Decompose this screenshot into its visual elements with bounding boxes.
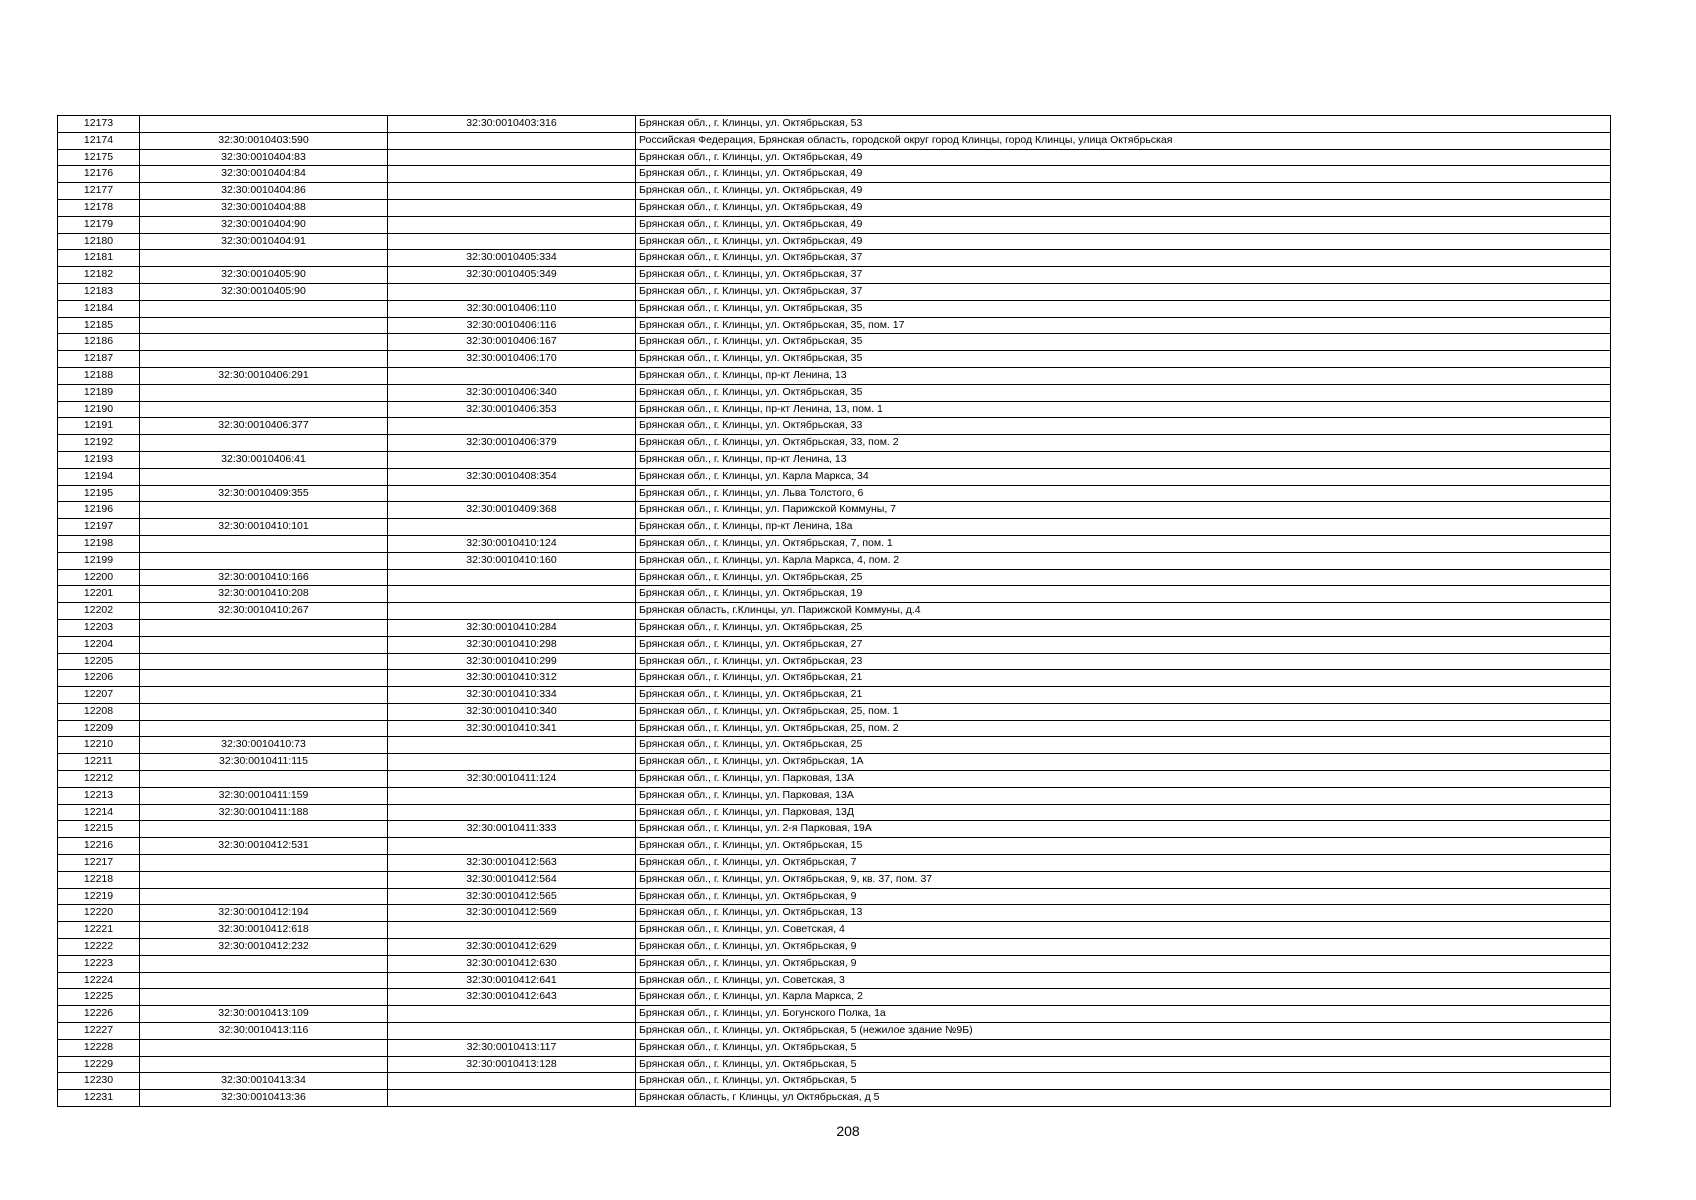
- cadastral-number-cell: [140, 334, 388, 351]
- table-row: [58, 451, 1611, 468]
- cadastral-number-cell: [140, 1039, 388, 1056]
- cadastral-number-cell: 32:30:0010413:36: [140, 1090, 388, 1107]
- table-row: [58, 787, 1611, 804]
- related-cadastral-number-cell: 32:30:0010411:333: [388, 821, 636, 838]
- related-cadastral-number-cell: [388, 166, 636, 183]
- table-row: [58, 737, 1611, 754]
- row-number-cell: 12175: [58, 149, 140, 166]
- table-row: [58, 905, 1611, 922]
- address-cell: Брянская область, г.Клинцы, ул. Парижской Коммуны, д.4: [636, 603, 1611, 620]
- row-number-cell: 12217: [58, 855, 140, 872]
- cadastral-number-cell: 32:30:0010404:88: [140, 199, 388, 216]
- address-cell: Брянская обл., г. Клинцы, ул. Октябрьская, 21: [636, 687, 1611, 704]
- table-row: [58, 552, 1611, 569]
- cadastral-number-cell: [140, 468, 388, 485]
- table-row: [58, 183, 1611, 200]
- table-row: [58, 603, 1611, 620]
- related-cadastral-number-cell: [388, 787, 636, 804]
- row-number-cell: 12194: [58, 468, 140, 485]
- address-cell: Брянская обл., г. Клинцы, ул. Октябрьская, 25: [636, 619, 1611, 636]
- related-cadastral-number-cell: 32:30:0010406:167: [388, 334, 636, 351]
- address-cell: Брянская обл., г. Клинцы, ул. Октябрьская, 5: [636, 1056, 1611, 1073]
- address-cell: Брянская обл., г. Клинцы, ул. Октябрьская, 49: [636, 216, 1611, 233]
- cadastral-number-cell: 32:30:0010411:188: [140, 804, 388, 821]
- table-row: [58, 619, 1611, 636]
- table-row: [58, 351, 1611, 368]
- address-cell: Брянская обл., г. Клинцы, ул. Октябрьская, 9, кв. 37, пом. 37: [636, 871, 1611, 888]
- related-cadastral-number-cell: 32:30:0010410:298: [388, 636, 636, 653]
- registry-table: [57, 115, 1611, 1107]
- row-number-cell: 12190: [58, 401, 140, 418]
- cadastral-number-cell: 32:30:0010412:194: [140, 905, 388, 922]
- row-number-cell: 12185: [58, 317, 140, 334]
- related-cadastral-number-cell: [388, 754, 636, 771]
- address-cell: Брянская обл., г. Клинцы, ул. Октябрьская, 49: [636, 149, 1611, 166]
- related-cadastral-number-cell: 32:30:0010413:128: [388, 1056, 636, 1073]
- row-number-cell: 12179: [58, 216, 140, 233]
- address-cell: Брянская обл., г. Клинцы, ул. Октябрьская, 25, пом. 1: [636, 703, 1611, 720]
- address-cell: Брянская обл., г. Клинцы, ул. Парковая, 13А: [636, 787, 1611, 804]
- table-row: [58, 586, 1611, 603]
- table-row: [58, 871, 1611, 888]
- address-cell: Брянская обл., г. Клинцы, ул. Октябрьская, 35, пом. 17: [636, 317, 1611, 334]
- row-number-cell: 12188: [58, 367, 140, 384]
- table-row: [58, 1023, 1611, 1040]
- table-row: [58, 418, 1611, 435]
- row-number-cell: 12204: [58, 636, 140, 653]
- cadastral-number-cell: [140, 972, 388, 989]
- table-row: [58, 955, 1611, 972]
- cadastral-number-cell: [140, 502, 388, 519]
- row-number-cell: 12215: [58, 821, 140, 838]
- address-cell: Брянская обл., г. Клинцы, ул. Октябрьская, 9: [636, 955, 1611, 972]
- address-cell: Брянская обл., г. Клинцы, пр-кт Ленина, 13: [636, 451, 1611, 468]
- related-cadastral-number-cell: 32:30:0010412:629: [388, 939, 636, 956]
- table-row: [58, 838, 1611, 855]
- cadastral-number-cell: 32:30:0010410:208: [140, 586, 388, 603]
- registry-sheet: [57, 115, 1610, 1107]
- row-number-cell: 12180: [58, 233, 140, 250]
- cadastral-number-cell: 32:30:0010413:116: [140, 1023, 388, 1040]
- address-cell: Российская Федерация, Брянская область, городской округ город Клинцы, город Клинцы, улица Октябрьская: [636, 132, 1611, 149]
- related-cadastral-number-cell: 32:30:0010405:349: [388, 267, 636, 284]
- cadastral-number-cell: 32:30:0010412:232: [140, 939, 388, 956]
- cadastral-number-cell: [140, 703, 388, 720]
- row-number-cell: 12196: [58, 502, 140, 519]
- address-cell: Брянская обл., г. Клинцы, ул. Октябрьская, 19: [636, 586, 1611, 603]
- cadastral-number-cell: 32:30:0010404:86: [140, 183, 388, 200]
- related-cadastral-number-cell: 32:30:0010406:116: [388, 317, 636, 334]
- address-cell: Брянская обл., г. Клинцы, ул. Октябрьская, 35: [636, 351, 1611, 368]
- row-number-cell: 12214: [58, 804, 140, 821]
- table-row: [58, 1056, 1611, 1073]
- related-cadastral-number-cell: 32:30:0010410:312: [388, 670, 636, 687]
- address-cell: Брянская область, г Клинцы, ул Октябрьская, д 5: [636, 1090, 1611, 1107]
- cadastral-number-cell: 32:30:0010406:377: [140, 418, 388, 435]
- related-cadastral-number-cell: [388, 149, 636, 166]
- address-cell: Брянская обл., г. Клинцы, ул. Карла Маркса, 34: [636, 468, 1611, 485]
- table-row: [58, 720, 1611, 737]
- table-row: [58, 569, 1611, 586]
- address-cell: Брянская обл., г. Клинцы, ул. Октябрьская, 49: [636, 183, 1611, 200]
- cadastral-number-cell: [140, 351, 388, 368]
- related-cadastral-number-cell: [388, 132, 636, 149]
- table-row: [58, 317, 1611, 334]
- table-row: [58, 334, 1611, 351]
- row-number-cell: 12181: [58, 250, 140, 267]
- row-number-cell: 12191: [58, 418, 140, 435]
- row-number-cell: 12210: [58, 737, 140, 754]
- cadastral-number-cell: 32:30:0010404:90: [140, 216, 388, 233]
- related-cadastral-number-cell: 32:30:0010408:354: [388, 468, 636, 485]
- table-row: [58, 166, 1611, 183]
- row-number-cell: 12205: [58, 653, 140, 670]
- row-number-cell: 12174: [58, 132, 140, 149]
- row-number-cell: 12208: [58, 703, 140, 720]
- related-cadastral-number-cell: 32:30:0010406:170: [388, 351, 636, 368]
- address-cell: Брянская обл., г. Клинцы, ул. Октябрьская, 23: [636, 653, 1611, 670]
- cadastral-number-cell: 32:30:0010405:90: [140, 283, 388, 300]
- row-number-cell: 12201: [58, 586, 140, 603]
- cadastral-number-cell: [140, 250, 388, 267]
- related-cadastral-number-cell: [388, 1023, 636, 1040]
- table-row: [58, 1006, 1611, 1023]
- row-number-cell: 12212: [58, 771, 140, 788]
- address-cell: Брянская обл., г. Клинцы, ул. Карла Маркса, 2: [636, 989, 1611, 1006]
- cadastral-number-cell: [140, 955, 388, 972]
- row-number-cell: 12231: [58, 1090, 140, 1107]
- row-number-cell: 12183: [58, 283, 140, 300]
- row-number-cell: 12211: [58, 754, 140, 771]
- row-number-cell: 12176: [58, 166, 140, 183]
- cadastral-number-cell: [140, 771, 388, 788]
- cadastral-number-cell: [140, 855, 388, 872]
- related-cadastral-number-cell: 32:30:0010412:630: [388, 955, 636, 972]
- related-cadastral-number-cell: 32:30:0010410:124: [388, 535, 636, 552]
- cadastral-number-cell: 32:30:0010412:618: [140, 922, 388, 939]
- related-cadastral-number-cell: 32:30:0010410:340: [388, 703, 636, 720]
- related-cadastral-number-cell: [388, 485, 636, 502]
- row-number-cell: 12229: [58, 1056, 140, 1073]
- row-number-cell: 12209: [58, 720, 140, 737]
- related-cadastral-number-cell: [388, 586, 636, 603]
- table-row: [58, 502, 1611, 519]
- row-number-cell: 12186: [58, 334, 140, 351]
- table-row: [58, 1073, 1611, 1090]
- cadastral-number-cell: 32:30:0010410:267: [140, 603, 388, 620]
- related-cadastral-number-cell: 32:30:0010410:341: [388, 720, 636, 737]
- related-cadastral-number-cell: [388, 367, 636, 384]
- cadastral-number-cell: [140, 435, 388, 452]
- row-number-cell: 12189: [58, 384, 140, 401]
- address-cell: Брянская обл., г. Клинцы, ул. Октябрьская, 5: [636, 1039, 1611, 1056]
- row-number-cell: 12198: [58, 535, 140, 552]
- row-number-cell: 12199: [58, 552, 140, 569]
- cadastral-number-cell: 32:30:0010409:355: [140, 485, 388, 502]
- address-cell: Брянская обл., г. Клинцы, ул. Октябрьская, 5 (нежилое здание №9Б): [636, 1023, 1611, 1040]
- table-row: [58, 821, 1611, 838]
- table-row: [58, 855, 1611, 872]
- cadastral-number-cell: 32:30:0010411:115: [140, 754, 388, 771]
- address-cell: Брянская обл., г. Клинцы, ул. Октябрьская, 1А: [636, 754, 1611, 771]
- row-number-cell: 12206: [58, 670, 140, 687]
- table-row: [58, 535, 1611, 552]
- cadastral-number-cell: [140, 821, 388, 838]
- cadastral-number-cell: [140, 989, 388, 1006]
- row-number-cell: 12178: [58, 199, 140, 216]
- address-cell: Брянская обл., г. Клинцы, ул. Парковая, 13Д: [636, 804, 1611, 821]
- table-row: [58, 116, 1611, 133]
- address-cell: Брянская обл., г. Клинцы, ул. Октябрьская, 9: [636, 939, 1611, 956]
- table-row: [58, 300, 1611, 317]
- address-cell: Брянская обл., г. Клинцы, ул. Октябрьская, 37: [636, 250, 1611, 267]
- related-cadastral-number-cell: [388, 737, 636, 754]
- row-number-cell: 12228: [58, 1039, 140, 1056]
- cadastral-number-cell: 32:30:0010406:41: [140, 451, 388, 468]
- row-number-cell: 12216: [58, 838, 140, 855]
- table-row: [58, 771, 1611, 788]
- related-cadastral-number-cell: [388, 838, 636, 855]
- address-cell: Брянская обл., г. Клинцы, ул. Октябрьская, 25, пом. 2: [636, 720, 1611, 737]
- row-number-cell: 12192: [58, 435, 140, 452]
- address-cell: Брянская обл., г. Клинцы, пр-кт Ленина, 18а: [636, 519, 1611, 536]
- row-number-cell: 12219: [58, 888, 140, 905]
- related-cadastral-number-cell: [388, 519, 636, 536]
- address-cell: Брянская обл., г. Клинцы, ул. Октябрьская, 25: [636, 569, 1611, 586]
- related-cadastral-number-cell: 32:30:0010406:379: [388, 435, 636, 452]
- cadastral-number-cell: 32:30:0010411:159: [140, 787, 388, 804]
- row-number-cell: 12226: [58, 1006, 140, 1023]
- table-row: [58, 283, 1611, 300]
- cadastral-number-cell: 32:30:0010413:109: [140, 1006, 388, 1023]
- registry-table-body: [58, 116, 1611, 1107]
- related-cadastral-number-cell: 32:30:0010410:284: [388, 619, 636, 636]
- row-number-cell: 12184: [58, 300, 140, 317]
- address-cell: Брянская обл., г. Клинцы, ул. Октябрьская, 13: [636, 905, 1611, 922]
- related-cadastral-number-cell: [388, 804, 636, 821]
- address-cell: Брянская обл., г. Клинцы, ул. Карла Маркса, 4, пом. 2: [636, 552, 1611, 569]
- address-cell: Брянская обл., г. Клинцы, ул. Октябрьская, 15: [636, 838, 1611, 855]
- row-number-cell: 12177: [58, 183, 140, 200]
- related-cadastral-number-cell: [388, 233, 636, 250]
- related-cadastral-number-cell: [388, 418, 636, 435]
- related-cadastral-number-cell: 32:30:0010412:565: [388, 888, 636, 905]
- table-row: [58, 401, 1611, 418]
- row-number-cell: 12187: [58, 351, 140, 368]
- table-row: [58, 804, 1611, 821]
- table-row: [58, 939, 1611, 956]
- address-cell: Брянская обл., г. Клинцы, ул. Октябрьская, 27: [636, 636, 1611, 653]
- related-cadastral-number-cell: [388, 1006, 636, 1023]
- related-cadastral-number-cell: 32:30:0010410:299: [388, 653, 636, 670]
- address-cell: Брянская обл., г. Клинцы, ул. Октябрьская, 25: [636, 737, 1611, 754]
- table-row: [58, 888, 1611, 905]
- cadastral-number-cell: 32:30:0010410:166: [140, 569, 388, 586]
- table-row: [58, 1090, 1611, 1107]
- address-cell: Брянская обл., г. Клинцы, ул. Октябрьская, 53: [636, 116, 1611, 133]
- row-number-cell: 12223: [58, 955, 140, 972]
- related-cadastral-number-cell: [388, 199, 636, 216]
- address-cell: Брянская обл., г. Клинцы, ул. Октябрьская, 49: [636, 166, 1611, 183]
- related-cadastral-number-cell: 32:30:0010403:316: [388, 116, 636, 133]
- related-cadastral-number-cell: [388, 603, 636, 620]
- row-number-cell: 12220: [58, 905, 140, 922]
- address-cell: Брянская обл., г. Клинцы, ул. Октябрьская, 9: [636, 888, 1611, 905]
- row-number-cell: 12202: [58, 603, 140, 620]
- table-row: [58, 670, 1611, 687]
- cadastral-number-cell: [140, 720, 388, 737]
- table-row: [58, 972, 1611, 989]
- related-cadastral-number-cell: [388, 1073, 636, 1090]
- related-cadastral-number-cell: 32:30:0010411:124: [388, 771, 636, 788]
- cadastral-number-cell: 32:30:0010403:590: [140, 132, 388, 149]
- cadastral-number-cell: 32:30:0010413:34: [140, 1073, 388, 1090]
- page-number: 208: [836, 1123, 860, 1139]
- address-cell: Брянская обл., г. Клинцы, ул. Октябрьская, 35: [636, 300, 1611, 317]
- address-cell: Брянская обл., г. Клинцы, ул. 2-я Парковая, 19А: [636, 821, 1611, 838]
- address-cell: Брянская обл., г. Клинцы, пр-кт Ленина, 13: [636, 367, 1611, 384]
- cadastral-number-cell: [140, 384, 388, 401]
- related-cadastral-number-cell: [388, 922, 636, 939]
- cadastral-number-cell: 32:30:0010410:73: [140, 737, 388, 754]
- table-row: [58, 653, 1611, 670]
- table-row: [58, 199, 1611, 216]
- cadastral-number-cell: [140, 687, 388, 704]
- related-cadastral-number-cell: 32:30:0010410:160: [388, 552, 636, 569]
- table-row: [58, 367, 1611, 384]
- cadastral-number-cell: 32:30:0010404:83: [140, 149, 388, 166]
- cadastral-number-cell: [140, 535, 388, 552]
- address-cell: Брянская обл., г. Клинцы, ул. Октябрьская, 7, пом. 1: [636, 535, 1611, 552]
- cadastral-number-cell: [140, 871, 388, 888]
- row-number-cell: 12197: [58, 519, 140, 536]
- address-cell: Брянская обл., г. Клинцы, ул. Советская, 4: [636, 922, 1611, 939]
- address-cell: Брянская обл., г. Клинцы, ул. Октябрьская, 35: [636, 334, 1611, 351]
- cadastral-number-cell: 32:30:0010412:531: [140, 838, 388, 855]
- address-cell: Брянская обл., г. Клинцы, ул. Октябрьская, 35: [636, 384, 1611, 401]
- related-cadastral-number-cell: 32:30:0010412:563: [388, 855, 636, 872]
- address-cell: Брянская обл., г. Клинцы, ул. Льва Толстого, 6: [636, 485, 1611, 502]
- address-cell: Брянская обл., г. Клинцы, ул. Парковая, 13А: [636, 771, 1611, 788]
- address-cell: Брянская обл., г. Клинцы, ул. Советская, 3: [636, 972, 1611, 989]
- related-cadastral-number-cell: [388, 283, 636, 300]
- table-row: [58, 233, 1611, 250]
- cadastral-number-cell: [140, 619, 388, 636]
- address-cell: Брянская обл., г. Клинцы, ул. Богунского Полка, 1а: [636, 1006, 1611, 1023]
- address-cell: Брянская обл., г. Клинцы, ул. Октябрьская, 7: [636, 855, 1611, 872]
- cadastral-number-cell: [140, 552, 388, 569]
- address-cell: Брянская обл., г. Клинцы, ул. Октябрьская, 49: [636, 199, 1611, 216]
- related-cadastral-number-cell: 32:30:0010412:569: [388, 905, 636, 922]
- address-cell: Брянская обл., г. Клинцы, ул. Октябрьская, 49: [636, 233, 1611, 250]
- row-number-cell: 12213: [58, 787, 140, 804]
- table-row: [58, 1039, 1611, 1056]
- address-cell: Брянская обл., г. Клинцы, ул. Октябрьская, 33, пом. 2: [636, 435, 1611, 452]
- row-number-cell: 12230: [58, 1073, 140, 1090]
- related-cadastral-number-cell: [388, 216, 636, 233]
- cadastral-number-cell: 32:30:0010405:90: [140, 267, 388, 284]
- row-number-cell: 12193: [58, 451, 140, 468]
- row-number-cell: 12225: [58, 989, 140, 1006]
- related-cadastral-number-cell: 32:30:0010405:334: [388, 250, 636, 267]
- table-row: [58, 636, 1611, 653]
- row-number-cell: 12207: [58, 687, 140, 704]
- related-cadastral-number-cell: 32:30:0010409:368: [388, 502, 636, 519]
- row-number-cell: 12182: [58, 267, 140, 284]
- related-cadastral-number-cell: 32:30:0010406:340: [388, 384, 636, 401]
- row-number-cell: 12173: [58, 116, 140, 133]
- related-cadastral-number-cell: [388, 569, 636, 586]
- row-number-cell: 12221: [58, 922, 140, 939]
- address-cell: Брянская обл., г. Клинцы, ул. Октябрьская, 37: [636, 267, 1611, 284]
- related-cadastral-number-cell: 32:30:0010412:641: [388, 972, 636, 989]
- row-number-cell: 12224: [58, 972, 140, 989]
- cadastral-number-cell: 32:30:0010404:84: [140, 166, 388, 183]
- address-cell: Брянская обл., г. Клинцы, ул. Октябрьская, 33: [636, 418, 1611, 435]
- table-row: [58, 435, 1611, 452]
- table-row: [58, 149, 1611, 166]
- row-number-cell: 12195: [58, 485, 140, 502]
- related-cadastral-number-cell: 32:30:0010412:564: [388, 871, 636, 888]
- address-cell: Брянская обл., г. Клинцы, ул. Октябрьская, 37: [636, 283, 1611, 300]
- cadastral-number-cell: [140, 401, 388, 418]
- address-cell: Брянская обл., г. Клинцы, пр-кт Ленина, 13, пом. 1: [636, 401, 1611, 418]
- address-cell: Брянская обл., г. Клинцы, ул. Октябрьская, 5: [636, 1073, 1611, 1090]
- cadastral-number-cell: [140, 300, 388, 317]
- table-row: [58, 754, 1611, 771]
- address-cell: Брянская обл., г. Клинцы, ул. Октябрьская, 21: [636, 670, 1611, 687]
- cadastral-number-cell: [140, 116, 388, 133]
- row-number-cell: 12222: [58, 939, 140, 956]
- table-row: [58, 485, 1611, 502]
- table-row: [58, 989, 1611, 1006]
- cadastral-number-cell: [140, 888, 388, 905]
- cadastral-number-cell: 32:30:0010410:101: [140, 519, 388, 536]
- cadastral-number-cell: [140, 670, 388, 687]
- table-row: [58, 384, 1611, 401]
- table-row: [58, 703, 1611, 720]
- table-row: [58, 267, 1611, 284]
- related-cadastral-number-cell: 32:30:0010413:117: [388, 1039, 636, 1056]
- table-row: [58, 922, 1611, 939]
- row-number-cell: 12218: [58, 871, 140, 888]
- table-row: [58, 687, 1611, 704]
- row-number-cell: 12200: [58, 569, 140, 586]
- table-row: [58, 250, 1611, 267]
- cadastral-number-cell: [140, 636, 388, 653]
- cadastral-number-cell: 32:30:0010404:91: [140, 233, 388, 250]
- related-cadastral-number-cell: [388, 1090, 636, 1107]
- table-row: [58, 216, 1611, 233]
- table-row: [58, 519, 1611, 536]
- cadastral-number-cell: [140, 317, 388, 334]
- related-cadastral-number-cell: 32:30:0010412:643: [388, 989, 636, 1006]
- address-cell: Брянская обл., г. Клинцы, ул. Парижской Коммуны, 7: [636, 502, 1611, 519]
- table-row: [58, 468, 1611, 485]
- cadastral-number-cell: [140, 1056, 388, 1073]
- row-number-cell: 12203: [58, 619, 140, 636]
- related-cadastral-number-cell: 32:30:0010410:334: [388, 687, 636, 704]
- cadastral-number-cell: [140, 653, 388, 670]
- related-cadastral-number-cell: [388, 183, 636, 200]
- related-cadastral-number-cell: 32:30:0010406:353: [388, 401, 636, 418]
- table-row: [58, 132, 1611, 149]
- row-number-cell: 12227: [58, 1023, 140, 1040]
- cadastral-number-cell: 32:30:0010406:291: [140, 367, 388, 384]
- related-cadastral-number-cell: 32:30:0010406:110: [388, 300, 636, 317]
- related-cadastral-number-cell: [388, 451, 636, 468]
